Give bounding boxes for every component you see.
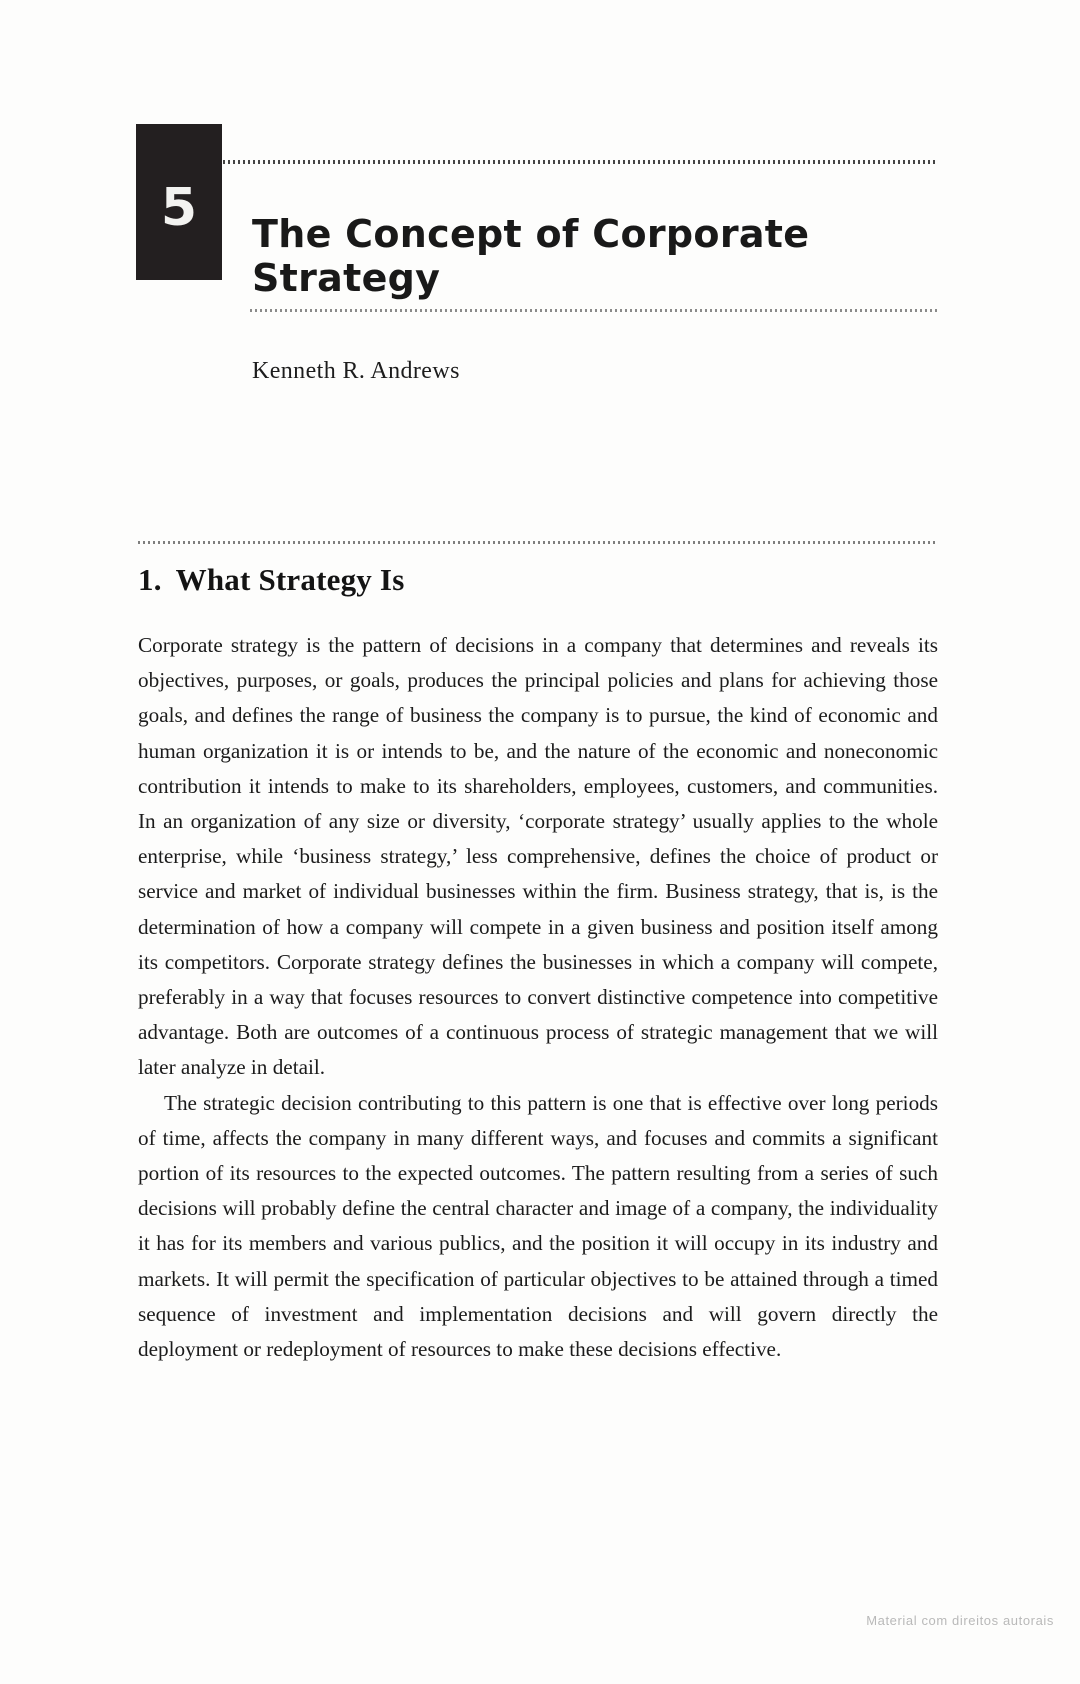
copyright-watermark: Material com direitos autorais	[866, 1613, 1054, 1628]
dotted-rule-under-title	[250, 309, 938, 312]
section-heading	[138, 562, 938, 598]
section-title: What Strategy Is	[175, 562, 405, 597]
chapter-number-box	[136, 124, 222, 280]
chapter-title: The Concept of Corporate Strategy	[252, 212, 810, 301]
chapter-author: Kenneth R. Andrews	[252, 358, 460, 384]
dotted-rule-section	[138, 541, 938, 544]
paragraph-2: The strategic decision contributing to this pattern is one that is effective over long periods of time, affects the company in many different ways, and focuses and commits a significant portion of its resources to the expected outcomes. The pattern resulting from a series of such decisions will probably define the central character and image of a company, the individuality it has for its members and various publics, and the position it will occupy in its industry and markets. It will permit the specification of particular objectives to be attained through a timed sequence of investment and implementation decisions and will govern directly the deployment or redeployment of resources to make these decisions effective.	[138, 1090, 938, 1362]
chapter-number: 5	[160, 178, 198, 238]
chapter-body	[138, 562, 938, 1367]
chapter-header	[0, 0, 1080, 384]
section-number: 1.	[138, 562, 162, 597]
paragraph-1: Corporate strategy is the pattern of decisions in a company that determines and reveals its objectives, purposes, or goals, produces the principal policies and plans for achieving those goals, and defines the range of business the company is to pursue, the kind of economic and human organization it is or intends to be, and the nature of the economic and noneconomic contribution it intends to make to its shareholders, employees, customers, and communities. In an organization of any size or diversity, ‘corporate strategy’ usually applies to the whole enterprise, while ‘business strategy,’ less comprehensive, defines the choice of product or service and market of individual businesses within the firm. Business strategy, that is, is the determination of how a company will compete in a given business and position itself among its competitors. Corporate strategy defines the businesses in which a company will compete, preferably in a way that focuses resources to convert distinctive competence into competitive advantage. Both are outcomes of a continuous process of strategic management that we will later analyze in detail.	[138, 633, 938, 1080]
dotted-rule-top	[138, 160, 938, 164]
